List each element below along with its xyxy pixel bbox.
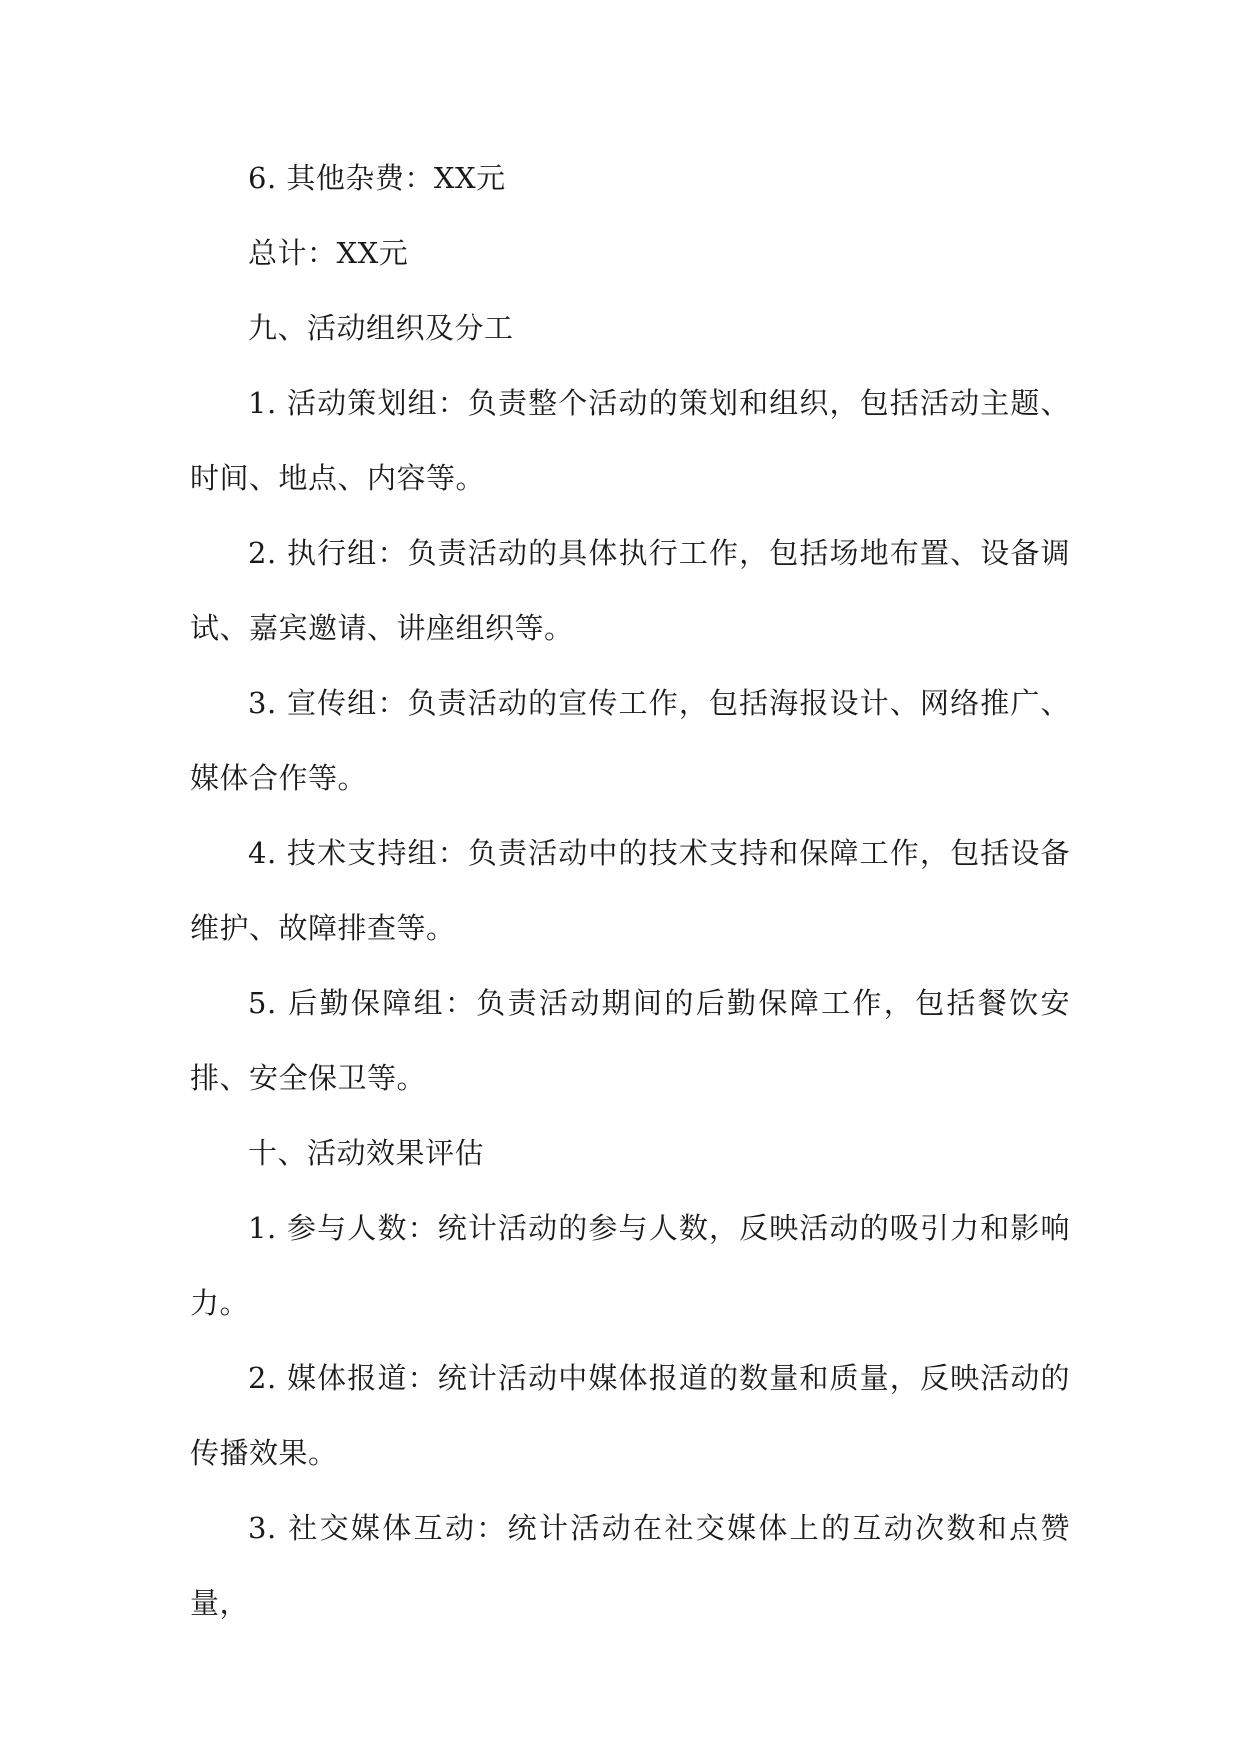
paragraph-participants: 1. 参与人数：统计活动的参与人数，反映活动的吸引力和影响力。	[190, 1211, 1070, 1320]
paragraph-logistics-group: 5. 后勤保障组：负责活动期间的后勤保障工作，包括餐饮安排、安全保卫等。	[190, 986, 1070, 1095]
section-heading-organization: 九、活动组织及分工	[248, 311, 514, 345]
document-body	[190, 141, 1070, 1641]
paragraph-execution-group: 2. 执行组：负责活动的具体执行工作，包括场地布置、设备调试、嘉宾邀请、讲座组织等。	[190, 536, 1070, 645]
section-heading-evaluation: 十、活动效果评估	[248, 1136, 485, 1170]
paragraph-planning-group: 1. 活动策划组：负责整个活动的策划和组织，包括活动主题、时间、地点、内容等。	[190, 386, 1070, 495]
paragraph-publicity-group: 3. 宣传组：负责活动的宣传工作，包括海报设计、网络推广、媒体合作等。	[190, 686, 1070, 795]
paragraph-social-media: 3. 社交媒体互动：统计活动在社交媒体上的互动次数和点赞量，	[190, 1511, 1070, 1620]
paragraph-total: 总计：XX元	[248, 236, 409, 270]
paragraph-misc-fee: 6. 其他杂费：XX元	[248, 161, 506, 195]
paragraph-media-coverage: 2. 媒体报道：统计活动中媒体报道的数量和质量，反映活动的传播效果。	[190, 1361, 1070, 1470]
paragraph-tech-support-group: 4. 技术支持组：负责活动中的技术支持和保障工作，包括设备维护、故障排查等。	[190, 836, 1070, 945]
